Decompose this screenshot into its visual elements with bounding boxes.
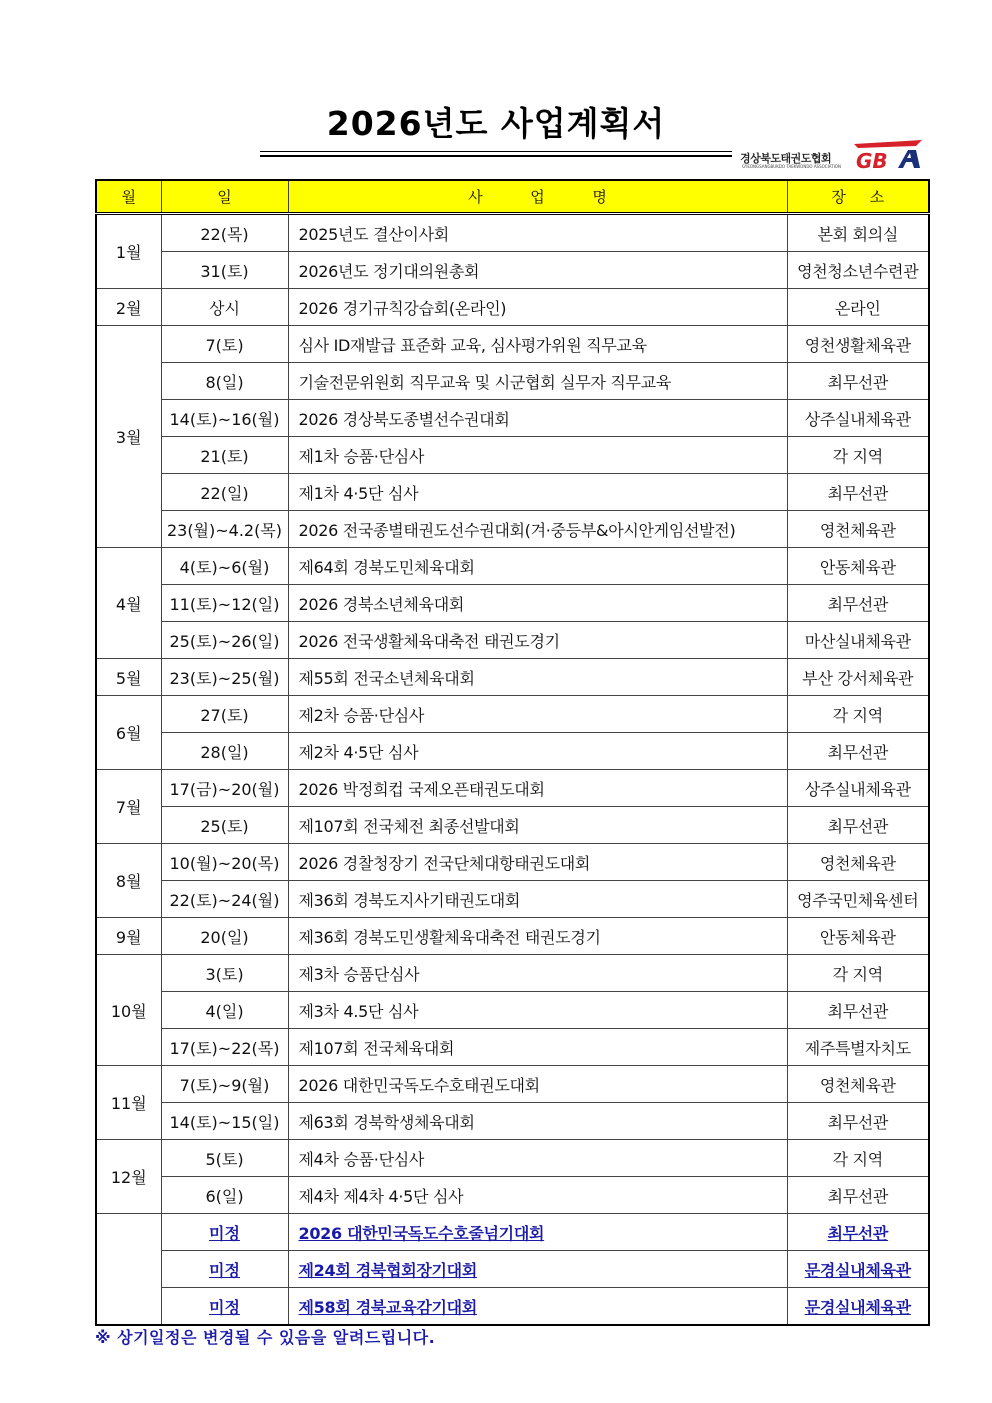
venue-cell: 최무선관 bbox=[787, 733, 929, 770]
table-row bbox=[96, 1177, 929, 1214]
table-row bbox=[96, 326, 929, 363]
table-row bbox=[96, 363, 929, 400]
date-cell: 22(일) bbox=[161, 474, 288, 511]
date-cell: 25(토) bbox=[161, 807, 288, 844]
table-row bbox=[96, 1140, 929, 1177]
table-row bbox=[96, 733, 929, 770]
date-cell: 31(토) bbox=[161, 252, 288, 289]
month-cell: 12월 bbox=[96, 1140, 161, 1214]
event-cell: 제2차 4·5단 심사 bbox=[288, 733, 787, 770]
month-cell: 7월 bbox=[96, 770, 161, 844]
date-cell: 17(토)~22(목) bbox=[161, 1029, 288, 1066]
table-row bbox=[96, 807, 929, 844]
date-cell: 22(목) bbox=[161, 214, 288, 252]
footnote: ※ 상기일정은 변경될 수 있음을 알려드립니다. bbox=[95, 1328, 436, 1347]
table-row bbox=[96, 696, 929, 733]
table-row bbox=[96, 844, 929, 881]
month-cell bbox=[96, 1214, 161, 1326]
venue-cell: 최무선관 bbox=[787, 585, 929, 622]
date-cell: 3(토) bbox=[161, 955, 288, 992]
table-row bbox=[96, 289, 929, 326]
event-cell: 제1차 4·5단 심사 bbox=[288, 474, 787, 511]
event-cell: 제1차 승품·단심사 bbox=[288, 437, 787, 474]
event-cell: 2026 경북소년체육대회 bbox=[288, 585, 787, 622]
date-cell: 7(토)~9(월) bbox=[161, 1066, 288, 1103]
venue-cell: 영천체육관 bbox=[787, 511, 929, 548]
title-underline-thick bbox=[260, 155, 732, 157]
event-cell: 제24회 경북협회장기대회 bbox=[288, 1251, 787, 1288]
venue-cell: 상주실내체육관 bbox=[787, 770, 929, 807]
table-row bbox=[96, 511, 929, 548]
event-cell: 제2차 승품·단심사 bbox=[288, 696, 787, 733]
date-cell: 미정 bbox=[161, 1288, 288, 1326]
date-cell: 22(토)~24(월) bbox=[161, 881, 288, 918]
table-row bbox=[96, 474, 929, 511]
event-cell: 2025년도 결산이사회 bbox=[288, 214, 787, 252]
table-row bbox=[96, 659, 929, 696]
table-row bbox=[96, 1251, 929, 1288]
date-cell: 21(토) bbox=[161, 437, 288, 474]
event-cell: 제36회 경북도지사기태권도대회 bbox=[288, 881, 787, 918]
venue-cell: 최무선관 bbox=[787, 992, 929, 1029]
event-cell: 제4차 제4차 4·5단 심사 bbox=[288, 1177, 787, 1214]
month-cell: 2월 bbox=[96, 289, 161, 326]
event-cell: 기술전문위원회 직무교육 및 시군협회 실무자 직무교육 bbox=[288, 363, 787, 400]
venue-cell: 상주실내체육관 bbox=[787, 400, 929, 437]
event-cell: 2026 대한민국독도수호줄넘기대회 bbox=[288, 1214, 787, 1251]
table-row bbox=[96, 881, 929, 918]
venue-cell: 최무선관 bbox=[787, 363, 929, 400]
date-cell: 상시 bbox=[161, 289, 288, 326]
table-row bbox=[96, 1103, 929, 1140]
event-cell: 2026 경상북도종별선수권대회 bbox=[288, 400, 787, 437]
venue-cell: 문경실내체육관 bbox=[787, 1288, 929, 1326]
table-row bbox=[96, 622, 929, 659]
title-underline-thin bbox=[260, 151, 732, 152]
venue-cell: 최무선관 bbox=[787, 474, 929, 511]
event-cell: 2026 전국생활체육대축전 태권도경기 bbox=[288, 622, 787, 659]
venue-cell: 제주특별자치도 bbox=[787, 1029, 929, 1066]
event-cell: 2026 전국종별태권도선수권대회(겨·중등부&아시안게임선발전) bbox=[288, 511, 787, 548]
logo-org-name: 경상북도태권도협회 bbox=[740, 152, 832, 165]
date-cell: 5(토) bbox=[161, 1140, 288, 1177]
venue-cell: 최무선관 bbox=[787, 1177, 929, 1214]
month-cell: 6월 bbox=[96, 696, 161, 770]
venue-cell: 각 지역 bbox=[787, 955, 929, 992]
month-cell: 5월 bbox=[96, 659, 161, 696]
table-row bbox=[96, 1288, 929, 1326]
month-cell: 1월 bbox=[96, 214, 161, 289]
date-cell: 14(토)~15(일) bbox=[161, 1103, 288, 1140]
venue-cell: 최무선관 bbox=[787, 807, 929, 844]
date-cell: 27(토) bbox=[161, 696, 288, 733]
association-logo bbox=[740, 138, 930, 172]
event-cell: 제4차 승품·단심사 bbox=[288, 1140, 787, 1177]
table-row bbox=[96, 548, 929, 585]
date-cell: 17(금)~20(월) bbox=[161, 770, 288, 807]
event-cell: 제3차 4.5단 심사 bbox=[288, 992, 787, 1029]
gbta-logo-icon bbox=[850, 138, 930, 172]
table-row bbox=[96, 992, 929, 1029]
month-cell: 8월 bbox=[96, 844, 161, 918]
venue-cell: 안동체육관 bbox=[787, 918, 929, 955]
schedule-body bbox=[96, 214, 929, 1326]
date-cell: 23(토)~25(월) bbox=[161, 659, 288, 696]
venue-cell: 각 지역 bbox=[787, 696, 929, 733]
event-cell: 2026 경찰청장기 전국단체대항태권도대회 bbox=[288, 844, 787, 881]
schedule-table bbox=[95, 179, 930, 1326]
event-cell: 심사 ID재발급 표준화 교육, 심사평가위원 직무교육 bbox=[288, 326, 787, 363]
event-cell: 제107회 전국체전 최종선발대회 bbox=[288, 807, 787, 844]
header-date: 일 bbox=[161, 180, 288, 214]
event-cell: 제107회 전국체육대회 bbox=[288, 1029, 787, 1066]
month-cell: 3월 bbox=[96, 326, 161, 548]
month-cell: 4월 bbox=[96, 548, 161, 659]
event-cell: 2026 경기규칙강습회(온라인) bbox=[288, 289, 787, 326]
table-row bbox=[96, 585, 929, 622]
table-row bbox=[96, 1214, 929, 1251]
venue-cell: 영천생활체육관 bbox=[787, 326, 929, 363]
event-cell: 제64회 경북도민체육대회 bbox=[288, 548, 787, 585]
month-cell: 11월 bbox=[96, 1066, 161, 1140]
date-cell: 미정 bbox=[161, 1251, 288, 1288]
venue-cell: 최무선관 bbox=[787, 1214, 929, 1251]
venue-cell: 안동체육관 bbox=[787, 548, 929, 585]
venue-cell: 각 지역 bbox=[787, 1140, 929, 1177]
table-row bbox=[96, 437, 929, 474]
venue-cell: 최무선관 bbox=[787, 1103, 929, 1140]
date-cell: 8(일) bbox=[161, 363, 288, 400]
table-row bbox=[96, 1029, 929, 1066]
date-cell: 23(월)~4.2(목) bbox=[161, 511, 288, 548]
table-row bbox=[96, 1066, 929, 1103]
venue-cell: 영천체육관 bbox=[787, 844, 929, 881]
event-cell: 제3차 승품단심사 bbox=[288, 955, 787, 992]
event-cell: 제58회 경북교육감기대회 bbox=[288, 1288, 787, 1326]
table-row bbox=[96, 252, 929, 289]
date-cell: 20(일) bbox=[161, 918, 288, 955]
page-title: 2026년도 사업계획서 bbox=[326, 104, 666, 143]
venue-cell: 문경실내체육관 bbox=[787, 1251, 929, 1288]
date-cell: 7(토) bbox=[161, 326, 288, 363]
event-cell: 2026 대한민국독도수호태권도대회 bbox=[288, 1066, 787, 1103]
header-month: 월 bbox=[96, 180, 161, 214]
table-row bbox=[96, 770, 929, 807]
table-header-row bbox=[96, 180, 929, 214]
table-row bbox=[96, 955, 929, 992]
event-cell: 제36회 경북도민생활체육대축전 태권도경기 bbox=[288, 918, 787, 955]
date-cell: 10(월)~20(목) bbox=[161, 844, 288, 881]
event-cell: 2026년도 정기대의원총회 bbox=[288, 252, 787, 289]
month-cell: 10월 bbox=[96, 955, 161, 1066]
venue-cell: 영주국민체육센터 bbox=[787, 881, 929, 918]
header-event: 사 업 명 bbox=[288, 180, 787, 214]
svg-text:GB: GB bbox=[856, 149, 888, 172]
venue-cell: 부산 강서체육관 bbox=[787, 659, 929, 696]
header-venue: 장 소 bbox=[787, 180, 929, 214]
date-cell: 6(일) bbox=[161, 1177, 288, 1214]
venue-cell: 마산실내체육관 bbox=[787, 622, 929, 659]
table-row bbox=[96, 918, 929, 955]
date-cell: 25(토)~26(일) bbox=[161, 622, 288, 659]
table-row bbox=[96, 400, 929, 437]
venue-cell: 본회 회의실 bbox=[787, 214, 929, 252]
venue-cell: 온라인 bbox=[787, 289, 929, 326]
event-cell: 제55회 전국소년체육대회 bbox=[288, 659, 787, 696]
date-cell: 11(토)~12(일) bbox=[161, 585, 288, 622]
date-cell: 14(토)~16(월) bbox=[161, 400, 288, 437]
table-row bbox=[96, 214, 929, 252]
event-cell: 제63회 경북학생체육대회 bbox=[288, 1103, 787, 1140]
date-cell: 미정 bbox=[161, 1214, 288, 1251]
logo-org-name-en: GYEONGSANGBUKDO TAEKWONDO ASSOCIATION bbox=[742, 164, 841, 169]
date-cell: 4(일) bbox=[161, 992, 288, 1029]
month-cell: 9월 bbox=[96, 918, 161, 955]
venue-cell: 각 지역 bbox=[787, 437, 929, 474]
venue-cell: 영천체육관 bbox=[787, 1066, 929, 1103]
event-cell: 2026 박정희컵 국제오픈태권도대회 bbox=[288, 770, 787, 807]
date-cell: 28(일) bbox=[161, 733, 288, 770]
date-cell: 4(토)~6(월) bbox=[161, 548, 288, 585]
venue-cell: 영천청소년수련관 bbox=[787, 252, 929, 289]
